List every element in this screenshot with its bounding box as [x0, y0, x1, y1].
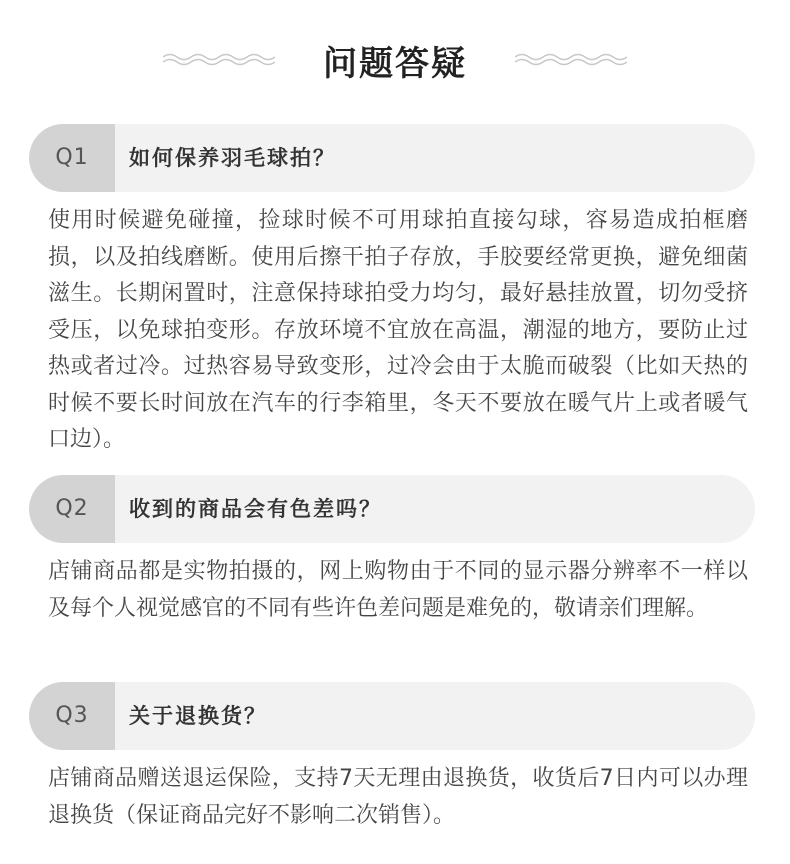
question-bar-q2 [29, 475, 755, 543]
wave-divider-right-icon [515, 52, 627, 66]
answer-text-q2: 店铺商品都是实物拍摄的，网上购物由于不同的显示器分辨率不一样以及每个人视觉感官的不同有些许色差问题是难免的，敬请亲们理解。 [48, 559, 748, 621]
page-title: 问题答疑 [323, 44, 467, 84]
question-text: 如何保养羽毛球拍？ [129, 146, 336, 170]
answer-text-q3: 店铺商品赠送退运保险，支持7天无理由退换货，收货后7日内可以办理退换货（保证商品完好不影响二次销售）。 [48, 766, 748, 828]
question-text: 收到的商品会有色差吗？ [129, 497, 382, 521]
question-number: Q3 [55, 703, 89, 728]
header [0, 0, 790, 120]
answer-text-q1: 使用时候避免碰撞，捡球时候不可用球拍直接勾球，容易造成拍框磨损，以及拍线磨断。使用后擦干拍子存放，手胶要经常更换，避免细菌滋生。长期闲置时，注意保持球拍受力均匀，最好悬挂放置，切勿受挤受压，以免球拍变形。存放环境不宜放在高温，潮湿的地方，要防止过热或者过冷。过热容易导致变形，过冷会由于太脆而破裂（比如天热的时候不要长时间放在汽车的行李箱里，冬天不要放在暖气片上或者暖气口边）。 [48, 208, 748, 452]
question-bar-q1 [29, 124, 755, 192]
question-number: Q2 [55, 496, 89, 521]
question-number: Q1 [55, 145, 89, 170]
question-text: 关于退换货？ [129, 704, 267, 728]
question-bar-q3 [29, 682, 755, 750]
